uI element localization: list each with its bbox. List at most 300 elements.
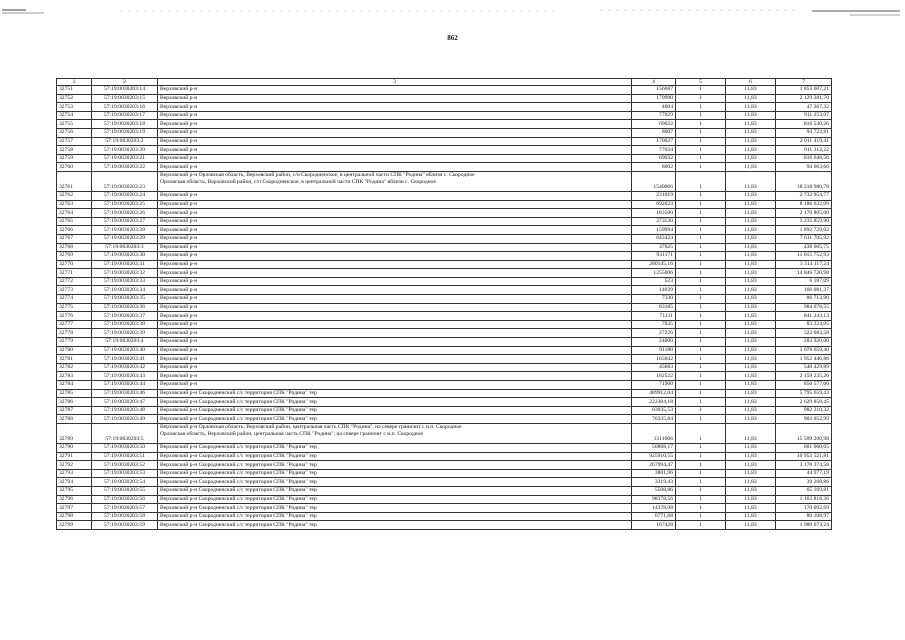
table-row: [57, 137, 832, 146]
table-cell: 32781: [57, 355, 92, 364]
table-cell: Верховский р-н: [158, 355, 632, 364]
table-cell: 1 163 818,36: [776, 495, 832, 504]
table-cell: 57:19:0030203:58: [92, 512, 158, 521]
table-cell: 69022: [632, 120, 676, 129]
table-cell: 57:19:0030203:28: [92, 226, 158, 235]
table-cell: 1: [676, 146, 726, 155]
table-row: [57, 512, 832, 521]
table-cell: 1: [676, 346, 726, 355]
table-cell: 11,83: [726, 512, 776, 521]
table-cell: 57:19:0030203:43: [92, 372, 158, 381]
table-cell: Верховский р-н Скородненский с/с территория СПК "Родина" тер: [158, 443, 632, 452]
table-cell: 11,83: [726, 486, 776, 495]
table-cell: 1: [676, 461, 726, 470]
table-cell: 57:19:0030203:44: [92, 381, 158, 390]
table-cell: 11,83: [726, 495, 776, 504]
table-cell: 1: [676, 163, 726, 172]
table-cell: 11,83: [726, 504, 776, 513]
table-cell: 57:19:0030203:50: [92, 443, 158, 452]
table-cell: 91180: [632, 346, 676, 355]
table-cell: 4004: [632, 103, 676, 112]
table-cell: 57:19:0030203:57: [92, 504, 158, 513]
table-cell: Верховский р-н Скородненский с/с территория СПК "Родина" тер: [158, 504, 632, 513]
table-cell: 57:19:0030203:26: [92, 209, 158, 218]
table-cell: 1255006: [632, 269, 676, 278]
table-cell: 1: [676, 260, 726, 269]
table-cell: 3 314 117,24: [776, 260, 832, 269]
table-cell: 57:19:0030203:42: [92, 363, 158, 372]
table-row: [57, 443, 832, 452]
table-cell: 11,83: [726, 452, 776, 461]
table-cell: 57:19:0030203:25: [92, 200, 158, 209]
table-cell: 32779: [57, 338, 92, 347]
table-cell: 83035,53: [632, 406, 676, 415]
table-cell: 83185: [632, 303, 676, 312]
table-cell: 11,83: [726, 355, 776, 364]
table-cell: 32760: [57, 163, 92, 172]
table-cell: Верховский р-н: [158, 226, 632, 235]
table-cell: 11,83: [726, 120, 776, 129]
table-cell: 32758: [57, 146, 92, 155]
table-cell: 6771,68: [632, 512, 676, 521]
table-cell: 57:19:0030203:41: [92, 355, 158, 364]
table-cell: 156687: [632, 86, 676, 95]
table-cell: 816 530,26: [776, 120, 832, 129]
table-cell: 1540066: [632, 171, 676, 191]
table-cell: 179990: [632, 94, 676, 103]
table-cell: 5508,86: [632, 486, 676, 495]
table-cell: 11,83: [726, 252, 776, 261]
table-cell: 903 052,99: [776, 415, 832, 424]
table-cell: 14 846 720,98: [776, 269, 832, 278]
table-cell: 57:19:0030203:23: [92, 171, 158, 191]
table-cell: 159994: [632, 226, 676, 235]
table-cell: 77029: [632, 111, 676, 120]
table-cell: 170 092,69: [776, 504, 832, 513]
table-cell: Верховский р-н: [158, 103, 632, 112]
table-cell: 57:19:0030203:2: [92, 137, 158, 146]
table-cell: 11,83: [726, 295, 776, 304]
table-cell: 1: [676, 209, 726, 218]
table-cell: Верховский р-н: [158, 86, 632, 95]
table-cell: 11,83: [726, 312, 776, 321]
table-cell: 32752: [57, 94, 92, 103]
table-cell: 11,83: [726, 260, 776, 269]
table-cell: 32790: [57, 443, 92, 452]
column-header: 2: [92, 79, 158, 86]
table-row: [57, 111, 832, 120]
table-cell: 267994,47: [632, 461, 676, 470]
table-cell: 57:19:0030203:21: [92, 154, 158, 163]
table-cell: 166 081,37: [776, 286, 832, 295]
table-cell: 94 663,66: [776, 163, 832, 172]
table-cell: 11,83: [726, 303, 776, 312]
table-cell: 1: [676, 406, 726, 415]
table-cell: 3319,43: [632, 478, 676, 487]
table-cell: 57:19:0030203:49: [92, 415, 158, 424]
table-cell: 11,83: [726, 137, 776, 146]
table-cell: 57:19:0030203:5: [92, 423, 158, 443]
table-cell: 11,83: [726, 163, 776, 172]
table-row: [57, 226, 832, 235]
table-cell: 57:19:0030203:22: [92, 163, 158, 172]
table-cell: 3801,96: [632, 469, 676, 478]
table-cell: 3 235 859,90: [776, 217, 832, 226]
table-cell: 57:19:0030203:20: [92, 146, 158, 155]
table-cell: 32780: [57, 346, 92, 355]
column-header: 4: [632, 79, 676, 86]
table-cell: 1: [676, 226, 726, 235]
table-cell: 11,83: [726, 478, 776, 487]
table-cell: 71900: [632, 381, 676, 390]
table-cell: Верховский р-н Скородненский с/с территория СПК "Родина" тер: [158, 452, 632, 461]
table-cell: 32796: [57, 495, 92, 504]
table-cell: 32764: [57, 209, 92, 218]
table-cell: Верховский р-н: [158, 234, 632, 243]
table-row: [57, 346, 832, 355]
table-cell: 11 015 752,93: [776, 252, 832, 261]
table-cell: 11,83: [726, 329, 776, 338]
table-cell: Верховский р-н: [158, 320, 632, 329]
table-cell: 57:19:0030203:34: [92, 286, 158, 295]
table-row: [57, 171, 832, 191]
table-cell: 1311006: [632, 423, 676, 443]
table-row: [57, 146, 832, 155]
table-cell: 183500: [632, 209, 676, 218]
table-cell: 1: [676, 521, 726, 530]
table-cell: 27226: [632, 329, 676, 338]
table-cell: 57:19:0030203:54: [92, 478, 158, 487]
table-row: [57, 120, 832, 129]
table-cell: 1: [676, 363, 726, 372]
table-cell: 1: [676, 154, 726, 163]
table-cell: Верховский р-н: [158, 209, 632, 218]
table-cell: 57:19:0030203:4: [92, 338, 158, 347]
page-number: 862: [447, 34, 458, 42]
table-cell: Верховский р-н Скородненский с/с территория СПК "Родина" тер: [158, 406, 632, 415]
table-cell: 10 953 521,81: [776, 452, 832, 461]
table-cell: 8007: [632, 128, 676, 137]
table-cell: 32799: [57, 521, 92, 530]
table-cell: 1 980 673,24: [776, 521, 832, 530]
table-cell: 11,83: [726, 346, 776, 355]
table-cell: 57:19:0030203:15: [92, 94, 158, 103]
table-row: [57, 461, 832, 470]
table-cell: 11,83: [726, 111, 776, 120]
table-row: [57, 94, 832, 103]
table-cell: 1 952 446,86: [776, 355, 832, 364]
table-cell: 925910,55: [632, 452, 676, 461]
table-cell: Верховский р-н: [158, 372, 632, 381]
table-cell: 2 629 858,45: [776, 398, 832, 407]
table-cell: 57:19:0030203:52: [92, 461, 158, 470]
table-cell: Верховский р-н: [158, 303, 632, 312]
table-cell: 57:19:0030203:38: [92, 320, 158, 329]
table-row: [57, 252, 832, 261]
table-cell: 32792: [57, 461, 92, 470]
table-cell: 14039: [632, 286, 676, 295]
table-cell: 32761: [57, 171, 92, 191]
table-cell: 45683: [632, 363, 676, 372]
table-cell: 32789: [57, 423, 92, 443]
table-cell: 57:19:0030203:27: [92, 217, 158, 226]
table-cell: 32788: [57, 415, 92, 424]
table-cell: 32771: [57, 269, 92, 278]
table-cell: 182522: [632, 372, 676, 381]
table-cell: 32759: [57, 154, 92, 163]
table-cell: 57:19:0030203:48: [92, 406, 158, 415]
table-cell: 1: [676, 486, 726, 495]
table-cell: 489912,04: [632, 389, 676, 398]
table-cell: 7330: [632, 295, 676, 304]
table-cell: Верховский р-н: [158, 252, 632, 261]
table-row: [57, 469, 832, 478]
table-row: [57, 209, 832, 218]
table-cell: 11,83: [726, 86, 776, 95]
table-cell: 50808,17: [632, 443, 676, 452]
table-cell: Верховский р-н Орловская область, Верховский район, центральная часть СПК "Родина", на севере граничит с н.п. Скородное Орловская область, Верховский район, центральная часть СПК "Родина", на севере граничит с н.п. Скородное: [158, 423, 632, 443]
table-row: [57, 363, 832, 372]
table-cell: 982 310,32: [776, 406, 832, 415]
table-row: [57, 423, 832, 443]
table-cell: 32777: [57, 320, 92, 329]
table-cell: Верховский р-н Орловская область, Верховский район, с/п Скородненское, в центральной части СПК "Родина" вблизи с. Скородное Орловская область, Верховский район, с/п Скородненское, в центральной части СПК "Родина" вблизи с. Скородное: [158, 171, 632, 191]
table-cell: 32751: [57, 86, 92, 95]
table-cell: 32795: [57, 486, 92, 495]
table-cell: 32768: [57, 243, 92, 252]
table-cell: 57:19:0030203:16: [92, 103, 158, 112]
table-cell: 94 722,81: [776, 128, 832, 137]
table-cell: 71111: [632, 312, 676, 321]
table-cell: 11,83: [726, 398, 776, 407]
table-row: [57, 486, 832, 495]
table-cell: Верховский р-н Скородненский с/с территория СПК "Родина" тер: [158, 521, 632, 530]
table-cell: 1: [676, 469, 726, 478]
table-cell: 1: [676, 286, 726, 295]
table-cell: 32784: [57, 381, 92, 390]
table-cell: 1: [676, 252, 726, 261]
table-cell: 1: [676, 111, 726, 120]
table-cell: 86 713,90: [776, 295, 832, 304]
table-cell: Верховский р-н: [158, 128, 632, 137]
table-row: [57, 128, 832, 137]
table-cell: Верховский р-н: [158, 295, 632, 304]
table-cell: 32793: [57, 469, 92, 478]
table-cell: 11,83: [726, 423, 776, 443]
table-cell: Верховский р-н: [158, 163, 632, 172]
table-cell: 11,83: [726, 415, 776, 424]
table-cell: 47 367,32: [776, 103, 832, 112]
column-header: 1: [57, 79, 92, 86]
table-cell: 1 078 659,40: [776, 346, 832, 355]
column-header: 6: [726, 79, 776, 86]
table-cell: 1: [676, 452, 726, 461]
table-cell: Верховский р-н Скородненский с/с территория СПК "Родина" тер: [158, 469, 632, 478]
table-cell: 1: [676, 329, 726, 338]
table-cell: 83 224,05: [776, 320, 832, 329]
table-cell: 601 060,65: [776, 443, 832, 452]
table-cell: 1: [676, 303, 726, 312]
scan-noise-header: [0, 6, 905, 20]
table-cell: 1: [676, 372, 726, 381]
table-cell: 32762: [57, 191, 92, 200]
table-cell: 32774: [57, 295, 92, 304]
table-cell: 24000: [632, 338, 676, 347]
table-cell: 57:19:0030203:30: [92, 252, 158, 261]
table-cell: 57:19:0030203:33: [92, 277, 158, 286]
table-row: [57, 234, 832, 243]
table-cell: 11,83: [726, 128, 776, 137]
table-row: [57, 495, 832, 504]
table-row: [57, 504, 832, 513]
table-cell: 57:19:0030203:37: [92, 312, 158, 321]
table-cell: 57:19:0030203:17: [92, 111, 158, 120]
table-cell: Верховский р-н: [158, 146, 632, 155]
table-cell: 32785: [57, 389, 92, 398]
table-cell: 57:19:0030203:51: [92, 452, 158, 461]
table-cell: Верховский р-н: [158, 94, 632, 103]
table-row: [57, 338, 832, 347]
table-cell: 1 853 607,21: [776, 86, 832, 95]
table-cell: 8 186 632,09: [776, 200, 832, 209]
table-cell: 1: [676, 103, 726, 112]
table-row: [57, 329, 832, 338]
table-cell: 32770: [57, 260, 92, 269]
table-row: [57, 381, 832, 390]
table-cell: 57:19:0030203:35: [92, 295, 158, 304]
table-row: [57, 320, 832, 329]
table-cell: 1: [676, 128, 726, 137]
table-cell: 322 083,58: [776, 329, 832, 338]
table-cell: 2 129 281,70: [776, 94, 832, 103]
table-cell: 11,83: [726, 469, 776, 478]
table-row: [57, 295, 832, 304]
table-cell: 11,83: [726, 226, 776, 235]
table-row: [57, 154, 832, 163]
table-cell: 57:19:0030203:32: [92, 269, 158, 278]
column-header: 3: [158, 79, 632, 86]
table-cell: 11,83: [726, 406, 776, 415]
table-cell: 11,83: [726, 94, 776, 103]
table-cell: Верховский р-н: [158, 277, 632, 286]
table-cell: 1: [676, 338, 726, 347]
table-cell: 1: [676, 191, 726, 200]
table-cell: 32769: [57, 252, 92, 261]
table-cell: 1: [676, 200, 726, 209]
table-cell: 32763: [57, 200, 92, 209]
table-cell: 32798: [57, 512, 92, 521]
table-cell: 170027: [632, 137, 676, 146]
table-cell: 57:19:0030203:19: [92, 128, 158, 137]
table-cell: 57:19:0030203:59: [92, 521, 158, 530]
table-cell: Верховский р-н: [158, 286, 632, 295]
table-cell: 283 920,00: [776, 338, 832, 347]
table-cell: 1: [676, 478, 726, 487]
table-cell: 57:19:0030203:39: [92, 329, 158, 338]
table-cell: 57:19:0030203:55: [92, 486, 158, 495]
table-cell: 32776: [57, 312, 92, 321]
table-cell: Верховский р-н: [158, 120, 632, 129]
table-cell: Верховский р-н Скородненский с/с территория СПК "Родина" тер: [158, 415, 632, 424]
table-cell: 32772: [57, 277, 92, 286]
table-cell: 816 648,56: [776, 154, 832, 163]
table-cell: 1: [676, 495, 726, 504]
table-cell: 57:19:0030203:40: [92, 346, 158, 355]
table-cell: 2 170 805,00: [776, 209, 832, 218]
table-cell: 32775: [57, 303, 92, 312]
table-cell: 32797: [57, 504, 92, 513]
table-cell: 32754: [57, 111, 92, 120]
table-cell: 32786: [57, 398, 92, 407]
table-cell: 80 108,97: [776, 512, 832, 521]
table-cell: 11,83: [726, 200, 776, 209]
table-cell: 76335,84: [632, 415, 676, 424]
table-cell: 57:19:0030203:18: [92, 120, 158, 129]
table-row: [57, 303, 832, 312]
table-cell: 32773: [57, 286, 92, 295]
table-cell: 1: [676, 217, 726, 226]
table-cell: Верховский р-н: [158, 346, 632, 355]
table-row: [57, 277, 832, 286]
table-cell: Верховский р-н: [158, 329, 632, 338]
table-cell: 11,83: [726, 217, 776, 226]
table-cell: 11,83: [726, 171, 776, 191]
table-cell: 57:19:0030203:53: [92, 469, 158, 478]
table-cell: 32765: [57, 217, 92, 226]
table-cell: 1: [676, 389, 726, 398]
table-cell: 32783: [57, 372, 92, 381]
table-cell: Верховский р-н Скородненский с/с территория СПК "Родина" тер: [158, 486, 632, 495]
table-cell: 280145,16: [632, 260, 676, 269]
table-cell: 57:19:0030203:14: [92, 86, 158, 95]
table-cell: 1: [676, 512, 726, 521]
table-cell: 1: [676, 277, 726, 286]
table-cell: 11,83: [726, 269, 776, 278]
table-cell: 57:19:0030203:29: [92, 234, 158, 243]
table-cell: 39 268,86: [776, 478, 832, 487]
table-cell: 1: [676, 86, 726, 95]
table-cell: 1: [676, 243, 726, 252]
table-cell: 32766: [57, 226, 92, 235]
table-row: [57, 521, 832, 530]
table-row: [57, 415, 832, 424]
table-row: [57, 286, 832, 295]
table-cell: 11,83: [726, 389, 776, 398]
table-cell: 44 977,19: [776, 469, 832, 478]
table-cell: 273530: [632, 217, 676, 226]
table-cell: 11,83: [726, 103, 776, 112]
table-cell: 98378,56: [632, 495, 676, 504]
table-cell: 57:19:0030203:24: [92, 191, 158, 200]
table-cell: 167428: [632, 521, 676, 530]
table-cell: Верховский р-н: [158, 381, 632, 390]
header-row: [57, 79, 832, 86]
table-cell: 11,83: [726, 338, 776, 347]
table-cell: Верховский р-н: [158, 363, 632, 372]
table-cell: 911 312,22: [776, 146, 832, 155]
table-cell: 11,83: [726, 191, 776, 200]
table-cell: 57:19:0030203:47: [92, 398, 158, 407]
table-cell: Верховский р-н Скородненский с/с территория СПК "Родина" тер: [158, 495, 632, 504]
table-cell: 540 429,89: [776, 363, 832, 372]
table-cell: 1: [676, 269, 726, 278]
table-cell: Верховский р-н: [158, 154, 632, 163]
table-cell: 165042: [632, 355, 676, 364]
table-cell: 32756: [57, 128, 92, 137]
table-cell: 1: [676, 137, 726, 146]
table-cell: 32778: [57, 329, 92, 338]
table-cell: 222304,18: [632, 398, 676, 407]
